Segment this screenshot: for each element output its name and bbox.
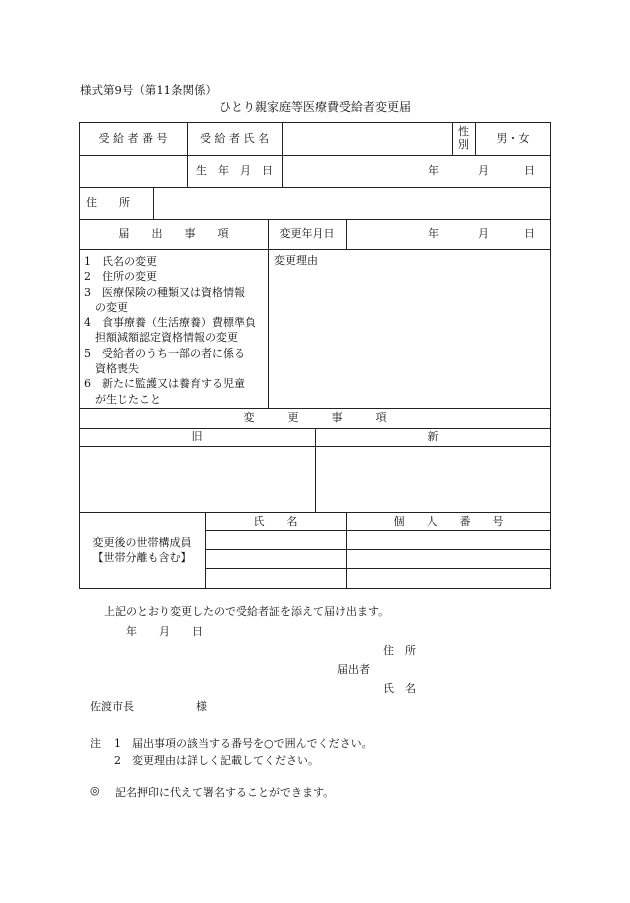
household-label-line1: 変更後の世帯構成員 <box>92 536 192 549</box>
form-number: 様式第9号（第11条関係） <box>80 83 217 97</box>
change-items-label: 変 更 事 項 <box>243 411 387 424</box>
statement: 上記のとおり変更したので受給者証を添えて届け出ます。 <box>104 605 390 618</box>
list-item[interactable]: 5 受給者のうち一部の者に係る <box>84 346 245 360</box>
change-day-label: 日 <box>524 227 535 240</box>
birthdate-label: 生 年 月 日 <box>196 164 273 177</box>
col-line <box>153 187 154 219</box>
row-line <box>205 530 551 531</box>
list-item: が生じたこと <box>84 392 161 406</box>
old-label: 旧 <box>191 430 203 443</box>
list-item[interactable]: 3 医療保険の種類又は資格情報 <box>84 285 245 299</box>
list-item[interactable]: 6 新たに監護又は養育する児童 <box>84 377 245 391</box>
recipient-name-field[interactable] <box>282 126 452 152</box>
birth-day-label: 日 <box>524 164 535 177</box>
personal-number-column-header: 個 人 番 号 <box>393 515 504 528</box>
note-2: 2 変更理由は詳しく記載してください。 <box>114 754 319 767</box>
sex-label-line2: 別 <box>458 138 469 151</box>
signature-note-mark: ◎ <box>90 784 100 797</box>
list-item[interactable]: 1 氏名の変更 <box>84 255 157 268</box>
birth-year-label: 年 <box>428 164 439 177</box>
notifier-address-label: 住 所 <box>383 644 416 657</box>
notifier-label: 届出者 <box>337 663 370 676</box>
old-value-field[interactable] <box>82 450 312 508</box>
recipient-number-label: 受 給 者 番 号 <box>98 132 168 145</box>
note-1: 1 届出事項の該当する番号を○で囲んでください。 <box>114 737 373 750</box>
change-date-label: 変更年月日 <box>279 227 335 240</box>
list-item: 担額減額認定資格情報の変更 <box>84 331 238 345</box>
row-line <box>79 512 551 513</box>
change-month-label: 月 <box>478 227 489 240</box>
household-label-line2: 【世帯分離も含む】 <box>92 551 192 564</box>
new-label: 新 <box>427 430 439 443</box>
col-line <box>268 219 269 408</box>
row-line <box>205 549 551 550</box>
address-label: 住 所 <box>86 196 130 209</box>
birth-month-label: 月 <box>478 164 489 177</box>
recipient-number-field[interactable] <box>82 160 182 184</box>
row-line <box>79 155 551 156</box>
col-line <box>346 219 347 249</box>
row-line <box>79 408 551 409</box>
address-field[interactable] <box>156 191 546 215</box>
row-line <box>205 568 551 569</box>
change-reason-label: 変更理由 <box>274 254 318 267</box>
row-line <box>79 219 551 220</box>
notification-items-list[interactable] <box>84 254 256 407</box>
mayor-label: 佐渡市長 <box>90 700 134 713</box>
name-column-header: 氏 名 <box>253 515 298 528</box>
new-value-field[interactable] <box>318 450 548 508</box>
submission-date[interactable]: 年 月 日 <box>126 625 203 638</box>
form-title: ひとり親家庭等医療費受給者変更届 <box>218 100 411 114</box>
list-item: 資格喪失 <box>84 362 139 376</box>
note-prefix: 注 <box>90 737 101 750</box>
sex-label-line1: 性 <box>458 125 469 138</box>
change-year-label: 年 <box>428 227 439 240</box>
notifier-name-label: 氏 名 <box>383 682 416 695</box>
list-item[interactable]: 2 住所の変更 <box>84 270 157 284</box>
list-item: の変更 <box>84 300 128 314</box>
row-line <box>79 187 551 188</box>
signature-note: 記名押印に代えて署名することができます。 <box>115 786 335 799</box>
honorific: 様 <box>196 700 207 713</box>
sex-options[interactable]: 男・女 <box>496 132 530 145</box>
recipient-name-label: 受 給 者 氏 名 <box>200 132 269 145</box>
row-line <box>79 249 551 250</box>
list-item[interactable]: 4 食事療養（生活療養）費標準負 <box>84 316 256 330</box>
notification-items-label: 届 出 事 項 <box>118 227 229 240</box>
